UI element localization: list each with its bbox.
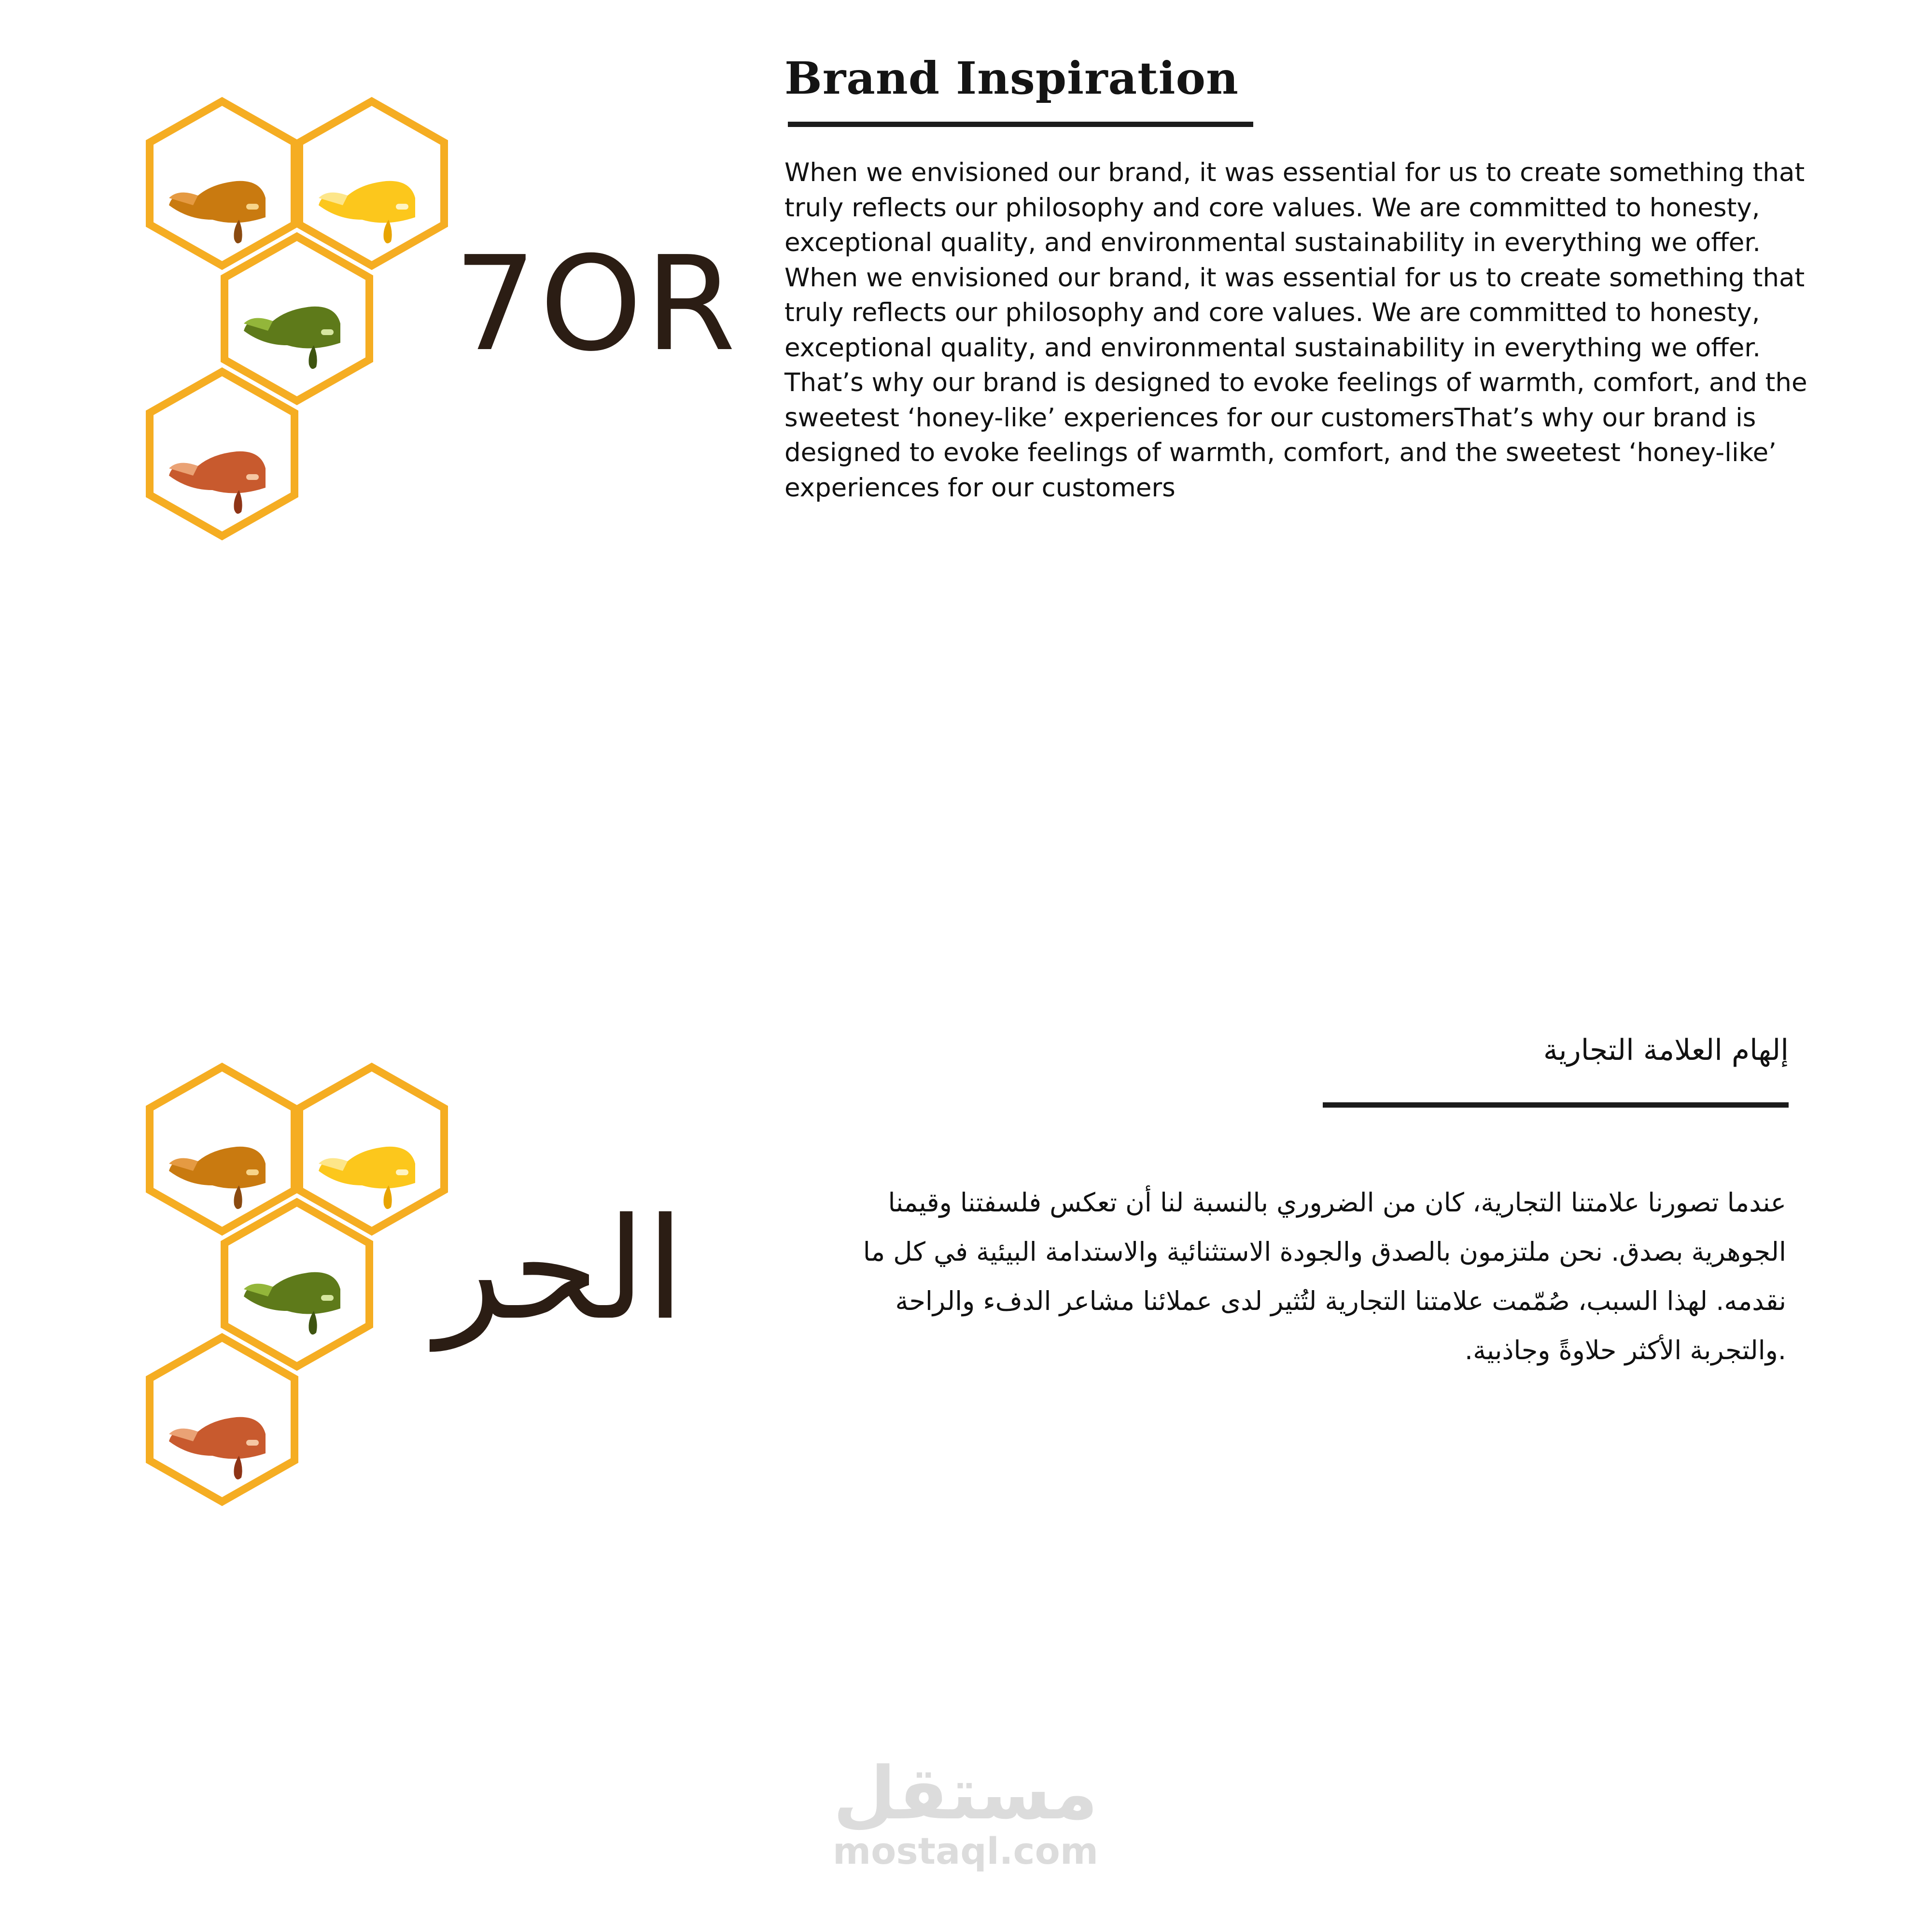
mostaql-watermark xyxy=(821,1752,1110,1872)
heading-divider-ar xyxy=(1323,1102,1789,1108)
watermark-arabic: مستقل xyxy=(833,1752,1098,1836)
section-heading-ar: إلهام العلامة التجارية xyxy=(1543,1033,1789,1067)
heading-divider-en xyxy=(788,122,1253,127)
body-text-en: When we envisioned our brand, it was essential for us to create something that truly reflects our philosophy and core values. We are committed to honesty, exceptional quality, and environmental sustainability in everything we offer. When we envisioned our brand, it was essential for us to create something that truly reflects our philosophy and core values. We are committed to honesty, exceptional quality, and environmental sustainability in everything we offer. That’s why our brand is designed to evoke feelings of warmth, comfort, and the sweetest ‘honey-like’ experiences for our customersThat’s why our brand is designed to evoke feelings of warmth, comfort, and the sweetest ‘honey-like’ experiences for our customers xyxy=(784,158,1807,503)
section-heading-en: Brand Inspiration xyxy=(784,52,1239,104)
brand-wordmark-ar: الحر xyxy=(435,1188,685,1351)
honeycomb-icon xyxy=(140,1057,459,1511)
body-text-ar: عندما تصورنا علامتنا التجارية، كان من الضروري بالنسبة لنا أن تعكس فلسفتنا وقيمنا الجوهرية بصدق. نحن ملتزمون بالصدق والجودة الاستثنائية والاستدامة البيئية في كل ما نقدمه. لهذا السبب، صُمّمت علامتنا التجارية لتُثير لدى عملائنا مشاعر الدفء والراحة .والتجربة الأكثر حلاوةً وجاذبية. xyxy=(863,1187,1786,1365)
honeycomb-logo-en xyxy=(140,92,459,546)
honeycomb-icon xyxy=(140,92,459,546)
watermark-latin: mostaql.com xyxy=(832,1829,1099,1872)
brand-wordmark-en: 7OR xyxy=(454,228,739,380)
honeycomb-logo-ar xyxy=(140,1057,459,1511)
